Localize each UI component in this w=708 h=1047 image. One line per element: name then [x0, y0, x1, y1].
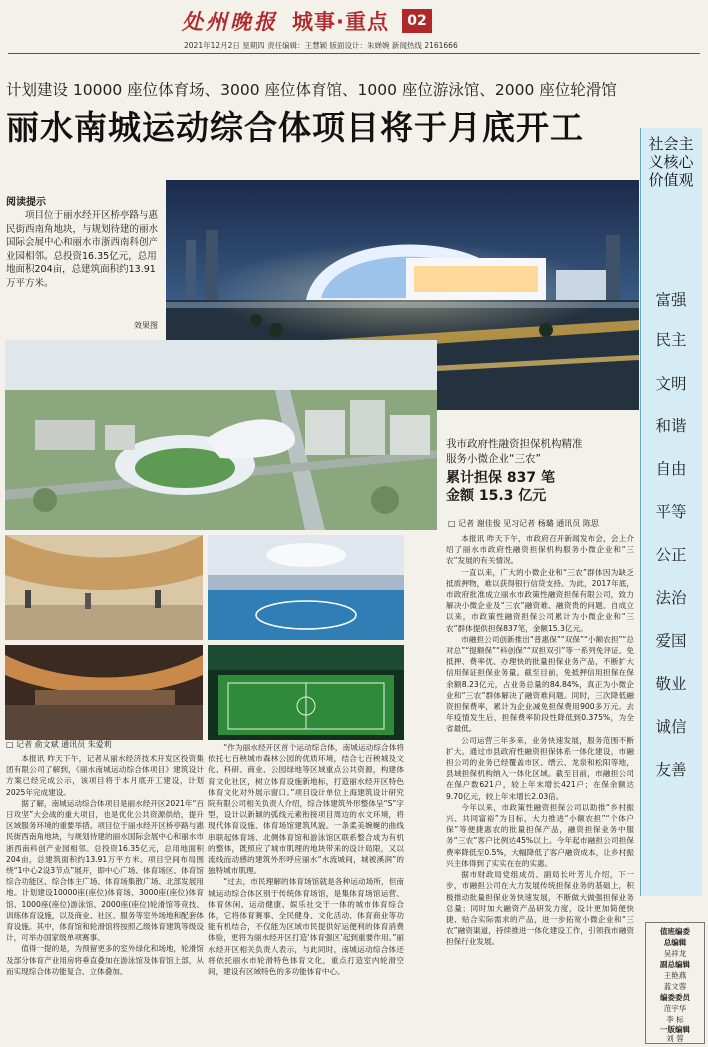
- core-value-item: 自由: [655, 460, 687, 478]
- editor-credit-line: 吴祥龙: [663, 949, 687, 958]
- paragraph: “作为丽水经开区首个运动综合体，南城运动综合体将依托七百秧城市森林公园的优质环境，结合七百秧城及文化、科研、商业、公园绿地等区域重点公共资源，构建体育文化社区，树立体育设施新地标，打造丽水经开区特色体育文化对外展示窗口。”项目设计单位上海建筑设计研究院有限公司相关负责人介绍，综合体建筑外形整体呈“S”字型，设计以新颖的弧线元素衔接项目周边的水文环境，将现代体育设施、体育场馆建筑风貌。一条柔美婉蜒的曲线串联起体育场、北侧体育馆和游泳馆区联系整合成为有机的整体，既照应了城市肌理的地块带来的设计局限，又以流线而动感的建筑外形呼应丽水“水流城间，城被溪润”的独特城市肌理。: [208, 743, 404, 876]
- editor-credit-line: 值班编委: [660, 927, 690, 936]
- headline-kicker: 计划建设 10000 座位体育场、3000 座位体育馆、1000 座位游泳馆、2000 座位轮滑馆: [6, 81, 617, 99]
- core-value-item: 法治: [655, 589, 687, 607]
- core-value-item: 诚信: [655, 718, 687, 736]
- interior-rendering-lobby: [5, 535, 203, 640]
- loan-story-body: [446, 533, 634, 1038]
- editor-credit-line: 刘 蓉: [666, 1034, 684, 1043]
- paragraph: 本报讯 昨天下午，记者从丽水经济技术开发区投资集团有限公司了解到，《丽水南城运动综合体项目》建筑设计方案已经完成公示，该项目将于本月底开工建设，计划2025年完成建设。: [6, 754, 204, 797]
- page-number-badge: 02: [402, 9, 432, 33]
- main-story-column-1: [6, 753, 204, 1041]
- core-value-item: 富强: [655, 291, 687, 309]
- paragraph: 本报讯 昨天下午，市政府召开新闻发布会，会上介绍了丽水市政府性融资担保机构服务小微企业和“三农”发展的有关情况。: [446, 534, 634, 566]
- editor-credit-line: 李 标: [666, 1015, 684, 1024]
- paragraph: 据了解，南城运动综合体项目是丽水经开区2021年“百日攻坚”大会战的重大项目，也是优化公共资源供给，提升区域服务环境的重要举措。项目位于丽水经开区桥亭路与惠民街西南角地块，与规划待建的丽水国际会展中心和丽水市浙西南科创产业园相邻。总投资16.35亿元，总用地面积204亩，总建筑面积约13.91万平方米。项目空间布局围绕“1中心2设3节点”展开，即中心广场、体育场区、体育馆综合功能区、综合体主广场、体育场集散广场、北部发展用地。计划建设10000座(座位)体育场、3000座(座位)体育馆、1000座(座位)游泳馆、2000座(座位)轮滑馆等竞技、训练体育设施，以及商业、社区、服务等室外场地和配套体育设施。其中，体育馆和轮滑馆将按照乙级体育建筑等级设计，可举办国家级单项赛事。: [6, 798, 204, 943]
- loan-story-headline: 累计担保 837 笔: [446, 470, 555, 486]
- interior-rendering-football: [208, 645, 404, 740]
- core-value-item: 民主: [655, 331, 687, 349]
- editor-credit-line: 范宇华: [663, 1004, 687, 1013]
- page-headline: 丽水南城运动综合体项目将于月底开工: [6, 108, 584, 147]
- main-story-column-2: [208, 742, 404, 1041]
- loan-story-byline: □ 记者 谢佳俊 见习记者 杨璐 通讯员 陈思: [448, 519, 599, 528]
- interior-rendering-court: [208, 535, 404, 640]
- paragraph: 公司运营三年多来，业务快速发展，服务范围不断扩大。通过市县政府性融资担保体系一体化建设，市融担公司的业务已经覆盖市区、缙云、龙泉和松阳等地，县域担保机构纳入一体化区域。截至目前，市融担公司在保户数621户，较上年末增长421户；在保余额达9.70亿元，较上年末增长2.03倍。: [446, 735, 634, 801]
- loan-story-pre-headline: 我市政府性融资担保机构精准: [446, 438, 583, 450]
- core-value-item: 文明: [655, 375, 687, 393]
- loan-story-pre-headline-2: 服务小微企业“三农”: [446, 453, 541, 465]
- editor-credit-line: 王艳燕: [663, 971, 687, 980]
- core-values-title: 社会主义核心价值观: [648, 135, 694, 189]
- editor-credit-line: 总编辑: [663, 938, 687, 947]
- image-caption: 效果图: [134, 321, 158, 330]
- core-value-item: 和谐: [655, 417, 687, 435]
- editor-credit-line: 一版编辑: [660, 1025, 690, 1034]
- editor-credit-line: 蓝文蓉: [663, 982, 687, 991]
- stadium-aerial-rendering: [5, 340, 437, 530]
- reading-tips-title: 阅读提示: [6, 197, 46, 208]
- core-value-item: 敬业: [655, 675, 687, 693]
- issue-info: 2021年12月2日 星期四 责任编辑：王慧颖 版面设计：朱婵婉 新闻热线 2161666: [184, 41, 458, 50]
- paragraph: 值得一提的是，为预留更多的室外绿化和场地，轮滑馆及部分体育产业用房将垂直叠加在游泳馆及体育馆上部，从而实现综合体功能复合、立体叠加。: [6, 944, 204, 976]
- editor-credit-line: 编委委员: [660, 993, 690, 1002]
- core-value-item: 友善: [655, 761, 687, 779]
- interior-rendering-hall: [5, 645, 203, 740]
- core-value-item: 爱国: [655, 632, 687, 650]
- core-value-item: 平等: [655, 503, 687, 521]
- masthead-divider: [8, 53, 700, 54]
- paragraph: 据市财政局党组成员、副局长叶芳儿介绍，下一步，市融担公司在大力发展传统担保业务的基础上，积极推动批量担保业务快速发展，不断做大做强担保业务总量；同时加大融资产品研发力度，设计更加简便快捷、贴合实际需求的产品，进一步拓宽小微企业和“三农”融资渠道，持续推进一体化建设工作，引领我市融资担保行业发展。: [446, 870, 634, 947]
- paragraph: “过去，市民理解的体育场馆就是各种运动场所，但南城运动综合体区别于传统体育场馆，是集体育场馆运营、体育休闲、运动健康、娱乐社交于一体的城市体育综合体，它将体育赛事、全民健身、文化活动、体育商业等功能有机结合，不仅能为区域市民提供好运便利的体育消费体验，更将为丽水经开区打造‘体育强区’起到重要作用。”丽水经开区相关负责人表示，与此同时，南城运动综合体还将依托丽水市轮滑特色体育文化，重点打造室内轮滑空间，建设有区域特色的多功能体育中心。: [208, 877, 404, 977]
- paragraph: 今年以来，市政策性融资担保公司以助推“乡村振兴、共同富裕”为目标，大力推进“小额农担”“个体户保”等便捷惠农的批量担保产品，融资担保业务中服务“三农”客户比例达45%以上。今年起市融担公司担保费率降低至0.5%，大幅降低了客户融资成本，让乡村振兴主体得到了实实在在的实惠。: [446, 802, 634, 868]
- paper-name-logo: 处州晚报: [182, 9, 278, 34]
- editor-credit-line: 副总编辑: [660, 960, 690, 969]
- core-value-item: 公正: [655, 546, 687, 564]
- paragraph: 一直以来，广大的小微企业和“三农”群体因为缺乏抵质押物，难以获得银行信贷支持。为此，2017年底，市政府批准成立丽水市政策性融资担保有限公司，致力解决小微企业及“三农”融资难、融资贵的问题。自成立以来，市政策性融资担保公司累计为小微企业和“三农”群体提供担保837笔，金额15.3亿元。: [446, 567, 634, 633]
- section-title: 城事·重点: [292, 10, 389, 34]
- main-story-byline: □ 记者 俞文斌 通讯员 朱爱莉: [6, 740, 112, 749]
- loan-story-headline-2: 金额 15.3 亿元: [446, 488, 547, 504]
- reading-tips-body: 项目位于丽水经开区桥亭路与惠民街西南角地块，与规划待建的丽水国际会展中心和丽水市浙西南科创产业园相邻。总投资16.35亿元，总用地面积204亩，总建筑面积约13.91万平方米。: [6, 210, 159, 289]
- masthead: [0, 0, 708, 56]
- paragraph: 市融担公司创新推出“普惠保”“双保”“小额农担”“总对总”“提额保”“科创保”“双担双引”等一系列免评证、免抵押、费率优、办理快的批量担保业务产品，不断扩大信用保证担保业务量。截至目前，免抵押信用担保在保余额8.23亿元，占业务总量的84.84%，真正为小微企业和“三农”群体解决了融资难问题。同时，三次降低融资担保费率，累计为企业减免担保费用900多万元。去年疫情发生后，担保费率阶段性降低到0.375%，为全省最低。: [446, 634, 634, 734]
